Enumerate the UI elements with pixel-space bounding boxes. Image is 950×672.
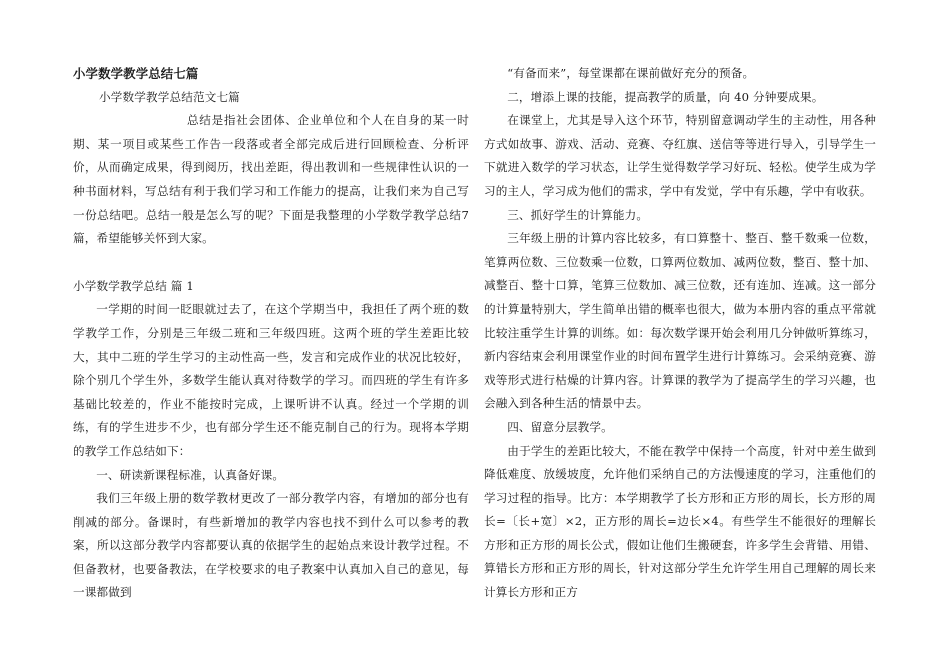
section-subheading: 四、留意分层教学。: [507, 419, 613, 434]
section-spacer: [73, 251, 469, 275]
body-paragraph: 三年级上册的计算内容比较多，有口算整十、整百、整千数乘一位数，笔算两位数、三位数乘一位数，口算两位数加、减两位数，整百、整十加、减整百、整十口算，笔算三位数加、减三位数，还有连加、连减。这一部分的计算量特别大，学生简单出错的概率也很大，做为本册内容的重点平常就比较注重学生计算的训练。如：每次数学课开始会利用几分钟做听算练习，新内容结束会利用课堂作业的时间布置学生进行计算练习。会采纳竞赛、游戏等形式进行枯燥的计算内容。计算课的教学为了提高学生的学习兴趣，也会融入到各种生活的情景中去。: [484, 231, 876, 411]
continued-paragraph: “有备而来”，每堂课都在课前做好充分的预备。: [507, 66, 755, 80]
document-title: 小学数学教学总结七篇: [73, 66, 199, 81]
body-paragraph: 由于学生的差距比较大，不能在教学中保持一个高度，针对中差生做到降低难度、放缓坡度，允许他们采纳自己的方法慢速度的学习，注重他们的学习过程的指导。比方：本学期教学了长方形和正方形的周长，长方形的周长=〔长+宽〕×2，正方形的周长=边长×4。有些学生不能很好的理解长方形和正方形的周长公式，假如让他们生搬硬套，许多学生会背错、用错、算错长方形和正方形的周长，针对这部分学生允许学生用自己理解的周长来计算长方形和正方: [484, 443, 876, 600]
intro-paragraph: 总结是指社会团体、企业单位和个人在自身的某一时期、某一项目或某些工作告一段落或者全部完成后进行回顾检查、分析评价，从而确定成果，得到阅历，找出差距，得出教训和一些规律性认识的一种书面材料，写总结有利于我们学习和工作能力的提高，让我们来为自己写一份总结吧。总结一般是怎么写的呢？下面是我整理的小学数学教学总结7篇，希望能够关怀到大家。: [73, 113, 469, 246]
document-subtitle: 小学数学教学总结范文七篇: [99, 89, 240, 104]
section-subheading: 三、抓好学生的计算能力。: [507, 207, 649, 222]
body-paragraph: 在课堂上，尤其是导入这个环节，特别留意调动学生的主动性，用各种方式如故事、游戏、活动、竞赛、夺红旗、送信等等进行导入，引导学生一下就进入数学的学习状态，让学生觉得数学学习好玩、轻松。使学生成为学习的主人，学习成为他们的需求，学中有发觉，学中有乐趣，学中有收获。: [484, 113, 876, 198]
right-column: [484, 62, 876, 605]
body-paragraph: 我们三年级上册的数学教材更改了一部分教学内容，有增加的部分也有削减的部分。备课时，有些新增加的教学内容也找不到什么可以参考的教案，所以这部分教学内容都要认真的依据学生的起始点来设计教学过程。不但备教材，也要备教法，在学校要求的电子教案中认真加入自己的意见，每一课都做到: [73, 491, 469, 600]
left-column: [73, 62, 469, 605]
section-subheading: 一、研读新课程标准，认真备好课。: [96, 467, 285, 482]
body-paragraph: 一学期的时间一眨眼就过去了，在这个学期当中，我担任了两个班的数学教学工作，分别是三年级二班和三年级四班。这两个班的学生差距比较大，其中二班的学生学习的主动性高一些，发言和完成作业的状况比较好，除个别几个学生外，多数学生能认真对待数学的学习。而四班的学生有许多基础比较差的，作业不能按时完成，上课听讲不认真。经过一个学期的训练，有的学生进步不少，也有部分学生还不能克制自己的行为。现将本学期的教学工作总结如下：: [73, 302, 469, 458]
section-subheading: 二，增添上课的技能，提高教学的质量，向 40 分钟要成果。: [507, 89, 824, 104]
section-heading: 小学数学教学总结 篇 1: [73, 278, 194, 293]
